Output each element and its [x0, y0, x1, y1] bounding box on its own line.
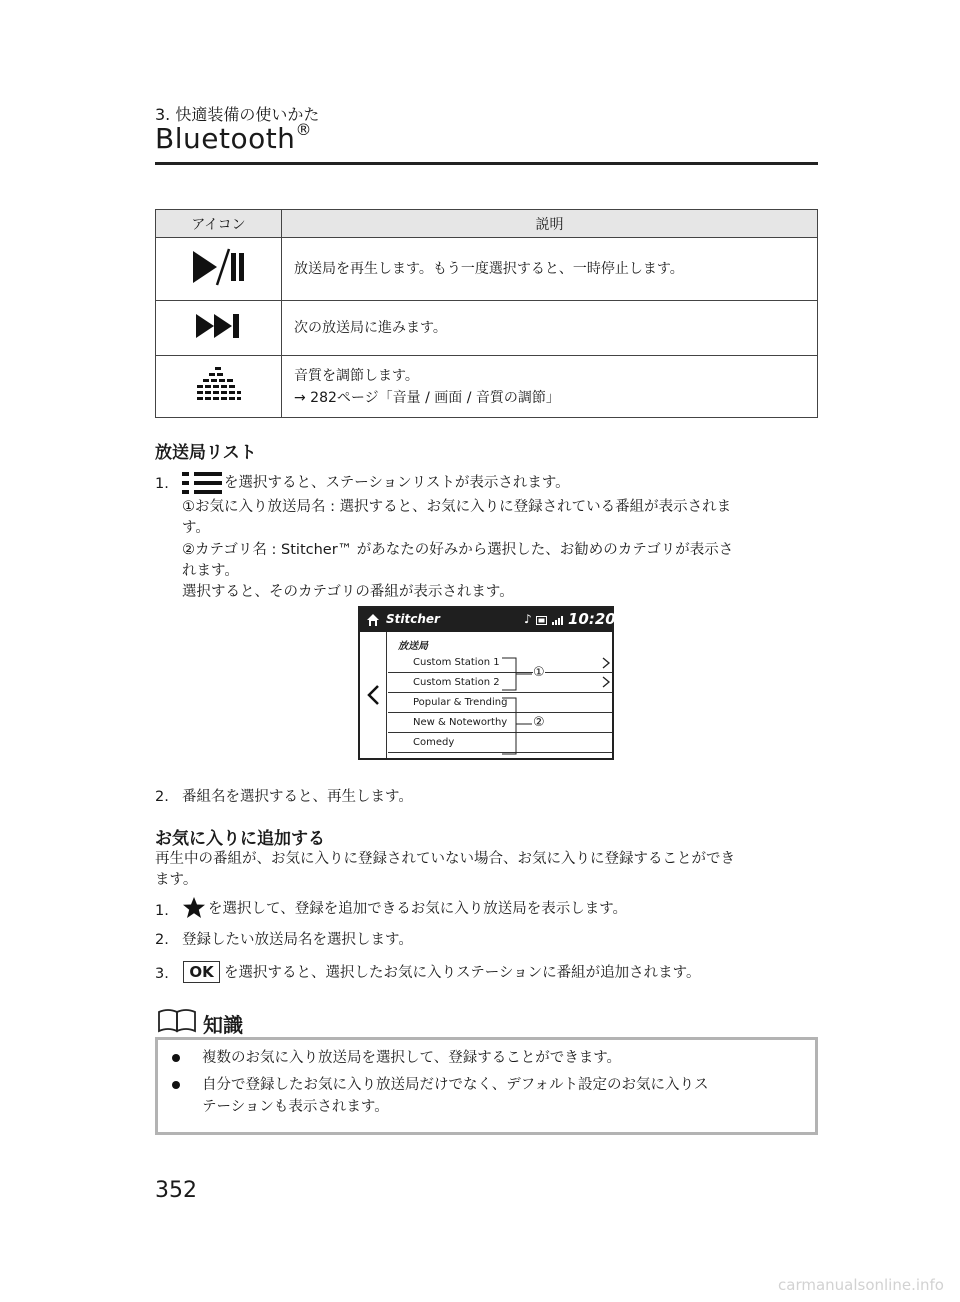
note-line: す。 [182, 520, 210, 536]
note-line: れます。 [182, 563, 239, 579]
knowledge-item: 複数のお気に入り放送局を選択して、登録することができます。 [202, 1050, 622, 1066]
book-icon [156, 1008, 200, 1034]
icon-cell [156, 356, 282, 418]
step-number: 2. [155, 932, 169, 948]
page-number: 352 [155, 1178, 197, 1203]
callout-2: ② [533, 715, 545, 730]
cross-reference: → 282ページ「音量 / 画面 / 音質の調節」 [294, 389, 560, 406]
step-number: 2. [155, 789, 169, 805]
note-line: 選択すると、そのカテゴリの番組が表示されます。 [182, 584, 514, 600]
table-row [156, 238, 818, 301]
table-row [156, 301, 818, 356]
description-cell: 放送局を再生します。もう一度選択すると、一時停止します。 [282, 238, 818, 301]
icon-table [155, 209, 818, 418]
column-header-description: 説明 [282, 210, 818, 238]
note-line: ②カテゴリ名 : Stitcher™ があなたの好みから選択した、お勧めのカテゴリが表示さ [182, 542, 734, 558]
category-name: Popular & Trending [413, 697, 508, 708]
column-header-icon: アイコン [156, 210, 282, 238]
screen-list-title: 放送局 [398, 641, 428, 652]
watermark: carmanualsonline.info [778, 1276, 944, 1294]
knowledge-title: 知識 [203, 1013, 243, 1037]
intro-line: 再生中の番組が、お気に入りに登録されていない場合、お気に入りに登録することができ [155, 851, 735, 867]
callout-1: ① [533, 665, 545, 680]
app-name: Stitcher [386, 612, 440, 626]
section-label: 3. 快適装備の使いかた [155, 105, 320, 124]
next-track-icon [195, 312, 243, 340]
header-rule [155, 162, 818, 165]
star-icon [182, 896, 206, 919]
station-name: Custom Station 1 [413, 657, 500, 668]
step-text: を選択すると、選択したお気に入りステーションに番組が追加されます。 [224, 965, 701, 981]
section-heading-station-list: 放送局リスト [155, 443, 257, 463]
description-cell [282, 356, 818, 418]
description-line: 音質を調節します。 [294, 367, 419, 384]
section-heading-add-favorite: お気に入りに追加する [155, 829, 325, 849]
category-name: New & Noteworthy [413, 717, 508, 728]
step-text: 番組名を選択すると、再生します。 [182, 789, 413, 805]
step-number: 1. [155, 903, 169, 919]
category-name: Comedy [413, 737, 455, 748]
step-text: 登録したい放送局名を選択します。 [182, 932, 413, 948]
knowledge-box [155, 1037, 818, 1135]
page-title-text: Bluetooth [155, 122, 296, 155]
play-pause-icon [191, 247, 247, 287]
music-note-icon: ♪ [524, 612, 532, 626]
ok-button-icon: OK [183, 961, 220, 983]
icon-cell [156, 301, 282, 356]
step-number: 1. [155, 476, 169, 492]
registered-mark: ® [295, 120, 312, 139]
station-name: Custom Station 2 [413, 677, 500, 688]
bullet-dot [172, 1081, 180, 1089]
note-line: ①お気に入り放送局名 : 選択すると、お気に入りに登録されている番組が表示されま [182, 499, 732, 515]
step-number: 3. [155, 966, 169, 982]
list-icon [181, 470, 223, 496]
bullet-dot [172, 1054, 180, 1062]
equalizer-icon [195, 365, 243, 405]
icon-table-header [156, 210, 818, 238]
icon-cell [156, 238, 282, 301]
knowledge-item: 自分で登録したお気に入り放送局だけでなく、デフォルト設定のお気に入りス [202, 1077, 709, 1093]
step-text: を選択すると、ステーションリストが表示されます。 [224, 475, 570, 491]
description-cell: 次の放送局に進みます。 [282, 301, 818, 356]
page-title [155, 122, 312, 155]
intro-line: ます。 [155, 872, 198, 888]
knowledge-item: テーションも表示されます。 [202, 1099, 389, 1115]
table-row [156, 356, 818, 418]
clock: 10:20 [568, 610, 616, 628]
callout-lines [360, 608, 612, 758]
step-text: を選択して、登録を追加できるお気に入り放送局を表示します。 [208, 901, 628, 917]
stitcher-screen-illustration [358, 606, 614, 760]
